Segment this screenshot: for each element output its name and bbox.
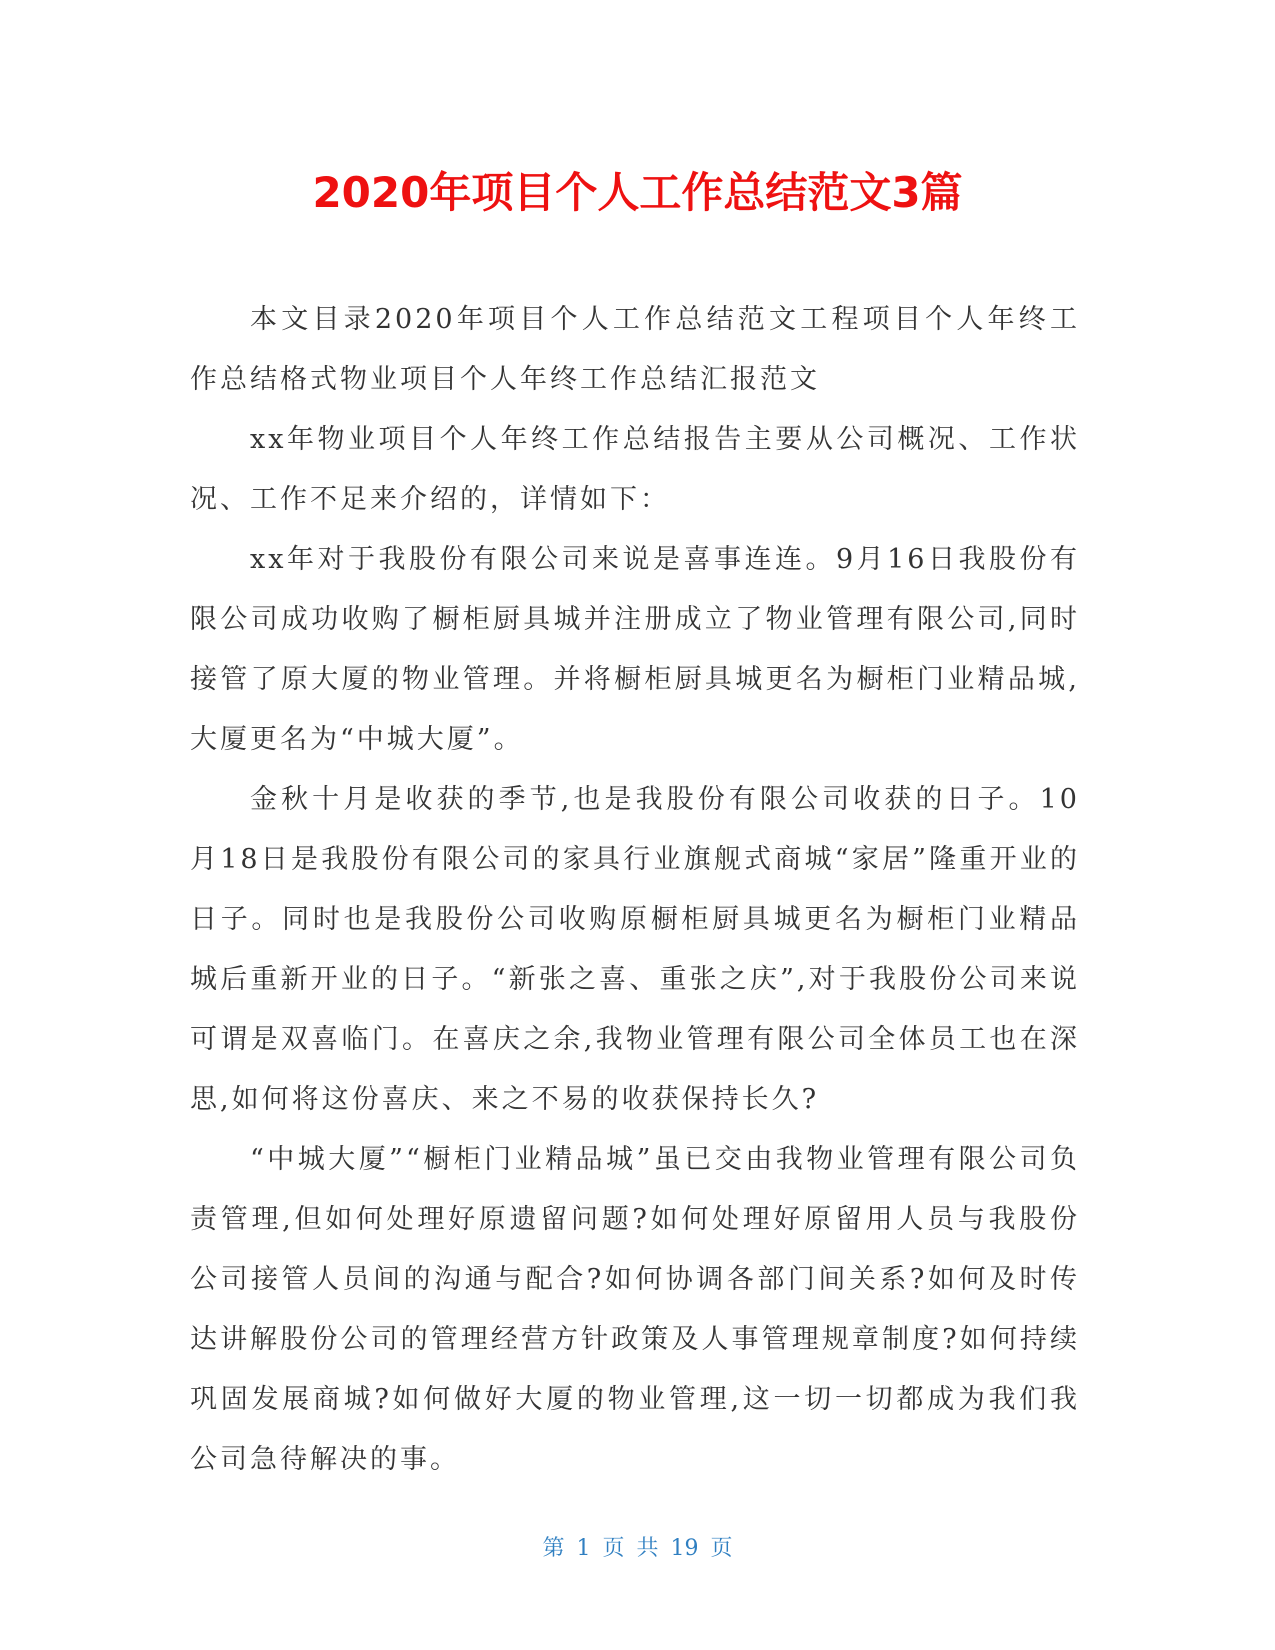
paragraph-intro: xx年物业项目个人年终工作总结报告主要从公司概况、工作状况、工作不足来介绍的，详情如下：	[190, 424, 1080, 515]
document-title: 2020年项目个人工作总结范文3篇	[312, 168, 963, 217]
footer-current-page: 1	[576, 1536, 591, 1561]
paragraph-october-opening: 金秋十月是收获的季节,也是我股份有限公司收获的日子。10月18日是我股份有限公司的家具行业旗舰式商城“家居”隆重开业的日子。同时也是我股份公司收购原橱柜厨具城更名为橱柜门业精品城后重新开业的日子。“新张之喜、重张之庆”,对于我股份公司来说可谓是双喜临门。在喜庆之余,我物业管理有限公司全体员工也在深思,如何将这份喜庆、来之不易的收获保持长久?	[190, 784, 1080, 1115]
footer-total-pages: 19	[670, 1536, 699, 1561]
paragraph-table-of-contents: 本文目录2020年项目个人工作总结范文工程项目个人年终工作总结格式物业项目个人年终工作总结汇报范文	[190, 304, 1080, 395]
footer-page-word: 页	[602, 1536, 625, 1561]
paragraph-challenges: “中城大厦”“橱柜门业精品城”虽已交由我物业管理有限公司负责管理,但如何处理好原遗留问题?如何处理好原留用人员与我股份公司接管人员间的沟通与配合?如何协调各部门间关系?如何及时传达讲解股份公司的管理经营方针政策及人事管理规章制度?如何持续巩固发展商城?如何做好大厦的物业管理,这一切一切都成为我们我公司急待解决的事。	[190, 1144, 1080, 1475]
paragraph-acquisition: xx年对于我股份有限公司来说是喜事连连。9月16日我股份有限公司成功收购了橱柜厨具城并注册成立了物业管理有限公司,同时接管了原大厦的物业管理。并将橱柜厨具城更名为橱柜门业精品城,大厦更名为“中城大厦”。	[190, 544, 1080, 755]
footer-suffix: 页	[710, 1536, 733, 1561]
document-body	[190, 290, 1080, 1490]
page-footer	[0, 1531, 1275, 1562]
footer-total-word: 共	[636, 1536, 659, 1561]
footer-prefix: 第	[542, 1536, 565, 1561]
